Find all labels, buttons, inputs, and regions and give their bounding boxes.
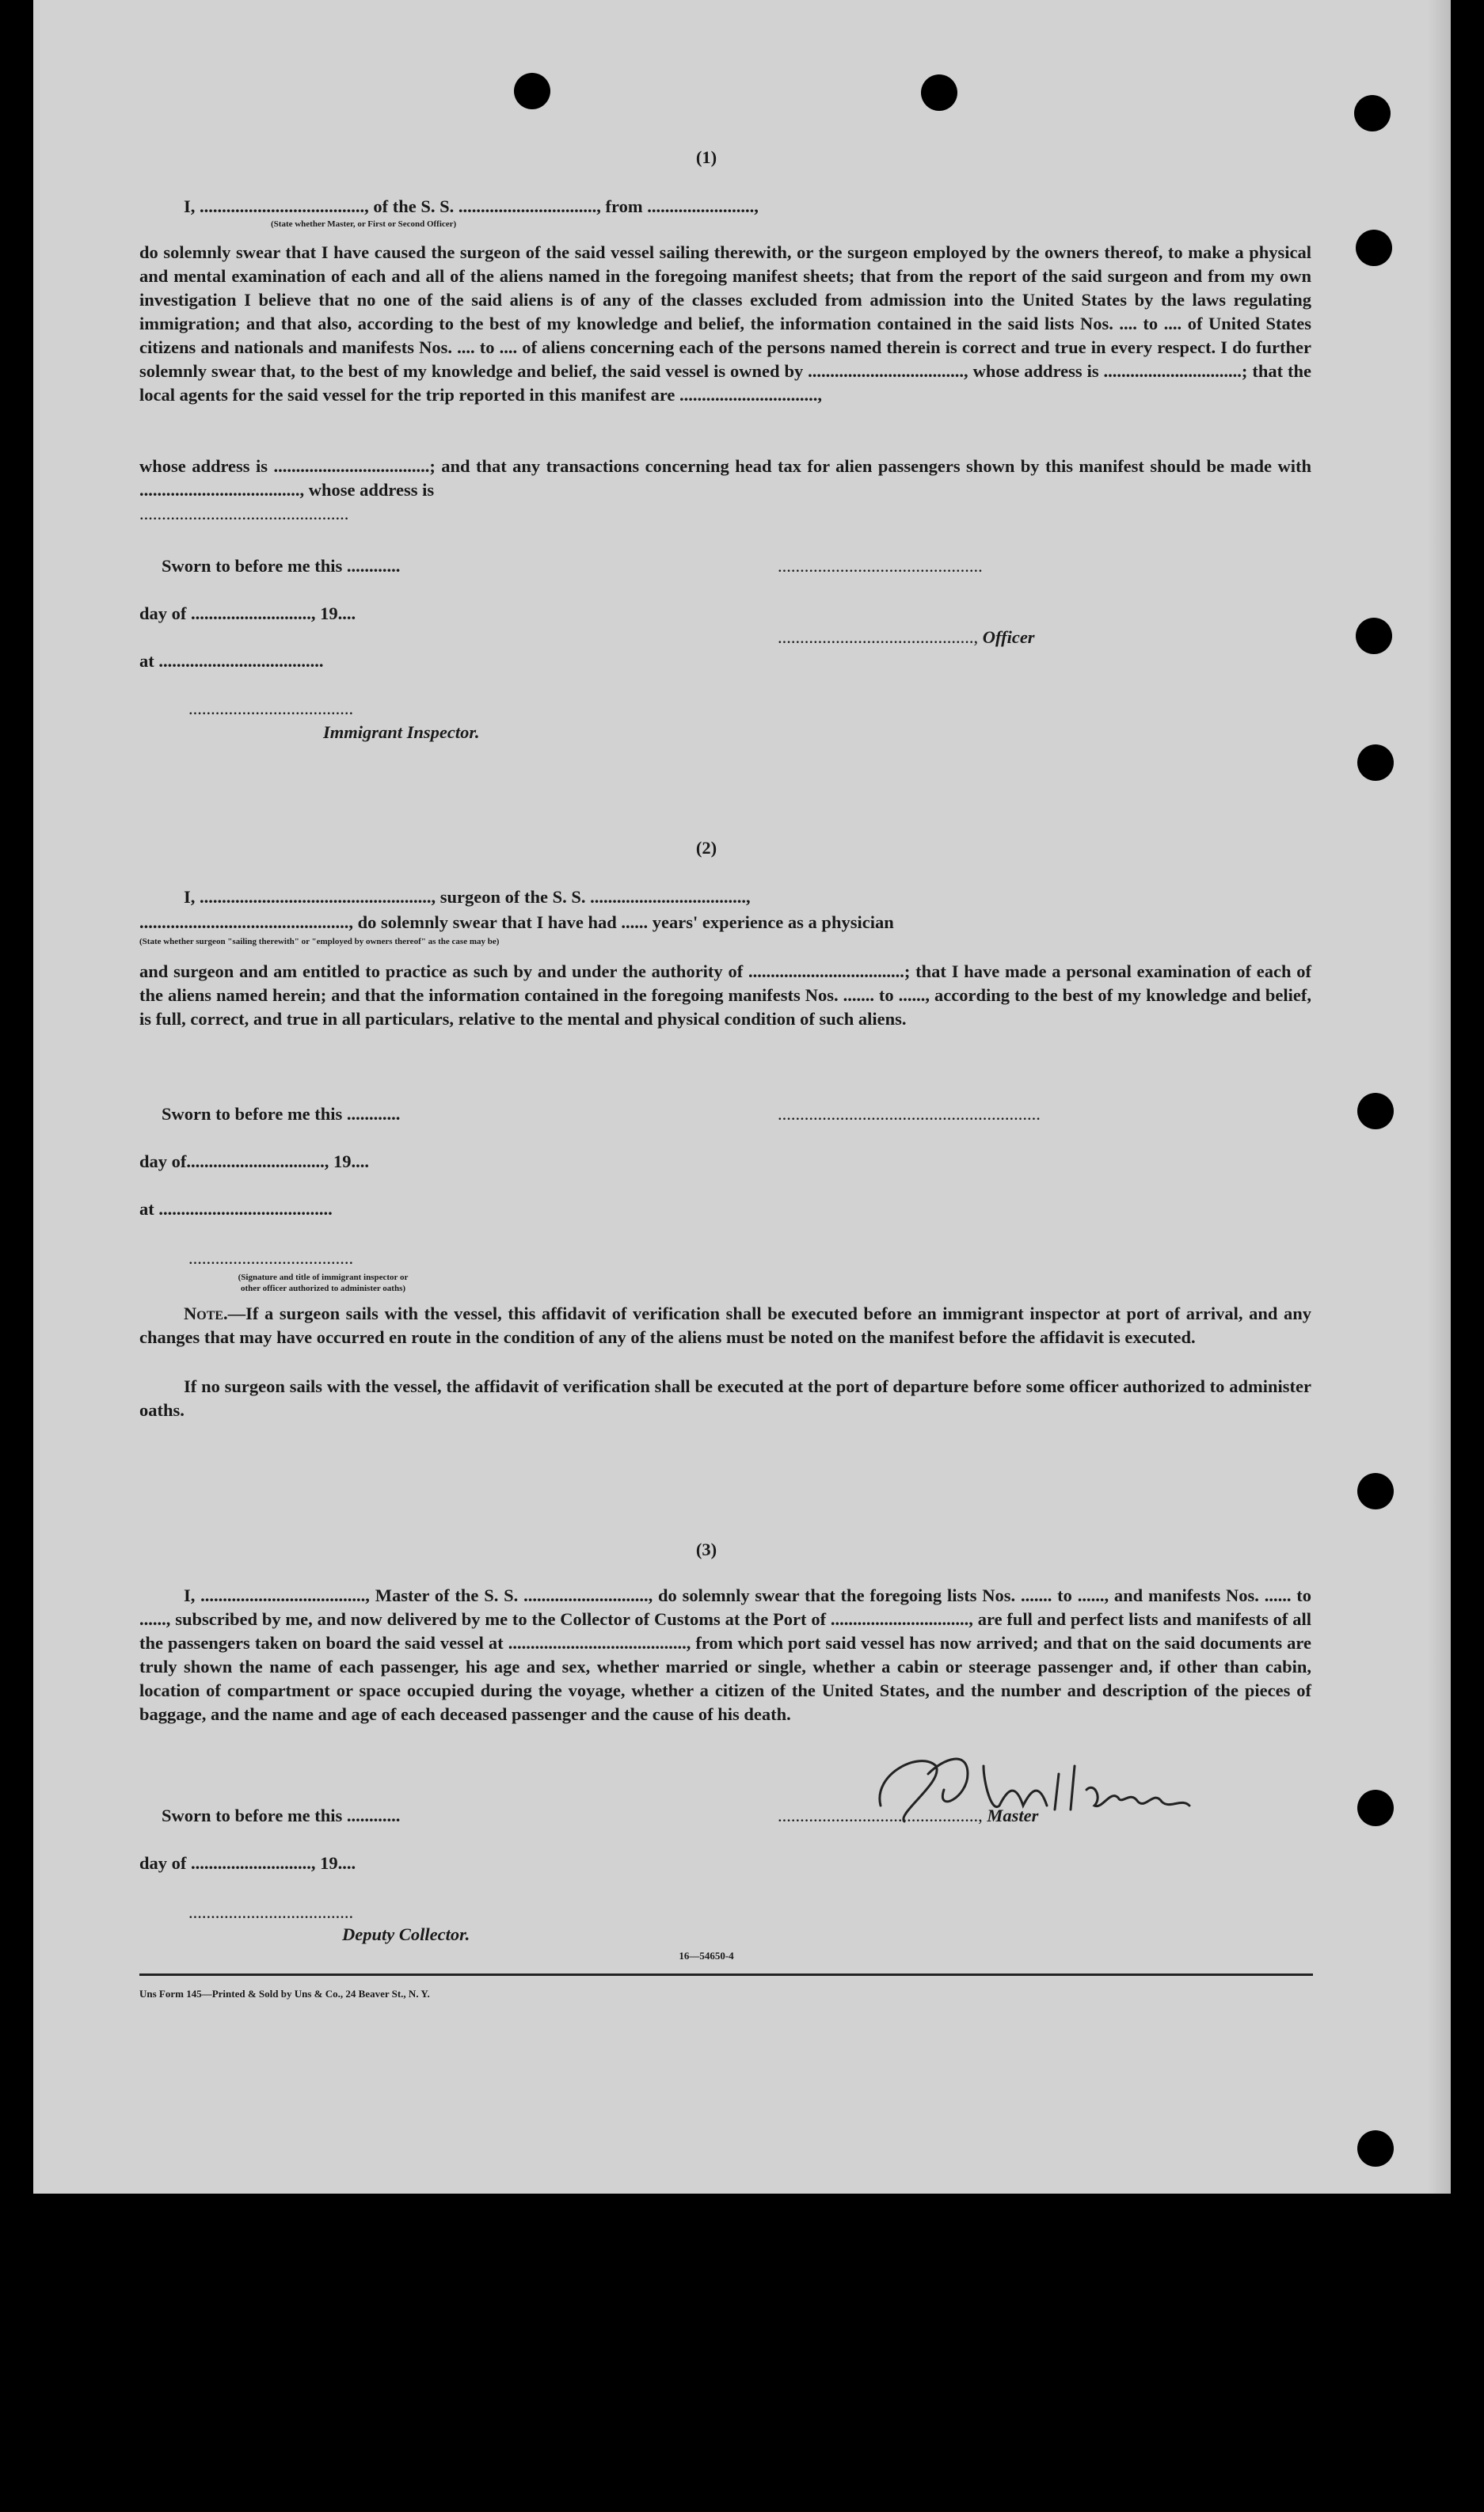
officer-line: ............................................, Officer (778, 627, 1035, 647)
immigrant-inspector-label: Immigrant Inspector. (323, 722, 480, 742)
surgeon-note: Note.—If a surgeon sails with the vessel, this affidavit of verification shall be executed before an immigrant inspector at port of arrival, and any changes that may have occurred en route in the condition of any of the aliens must be noted on the manifest before the affidavit is executed. (139, 1304, 1311, 1347)
punch-hole (921, 74, 957, 111)
punch-hole (1354, 95, 1391, 131)
at-line: at ..................................... (139, 651, 324, 671)
punch-hole (1356, 230, 1392, 266)
section3-oath-text: I, ....................................., Master of the S. S. ............................, do solemnly swear that the foregoing lists Nos. ....... to ......, and manifests Nos. ...... to ......, subscribed by me, and now delivered by me to the Collector of Customs at the Port of ..............................., are full and perfect lists and manifests of all the passengers taken on board the said vessel at ........................................, from which port said vessel has now arrived; and that on the said documents are truly shown the name of each passenger, his age and sex, whether married or single, whether a cabin or steerage passenger and, if other than cabin, location of compartment or space occupied during the voyage, whether a citizen of the United States, and the number and description of the pieces of baggage, and the name and age of each deceased passenger and the cause of his death. (139, 1585, 1311, 1724)
sworn-line: Sworn to before me this ............ (162, 1104, 401, 1124)
signature-line: ..................................... (188, 698, 354, 718)
surgeon-note-2: If no surgeon sails with the vessel, the affidavit of verification shall be executed at the port of departure before some officer authorized to administer oaths. (139, 1376, 1311, 1420)
section-number: (2) (695, 838, 717, 858)
master-signature (849, 1742, 1229, 1837)
punch-hole (1357, 744, 1394, 781)
document-page (33, 0, 1451, 2194)
signature-caption: other officer authorized to administer oaths) (240, 1284, 406, 1293)
printer-footer: Uns Form 145—Printed & Sold by Uns & Co., 24 Beaver St., N. Y. (139, 1988, 430, 2000)
section-number: (3) (695, 1540, 717, 1559)
day-line: day of ..........................., 19.... (139, 1853, 356, 1873)
section2-oath-text: and surgeon and am entitled to practice as such by and under the authority of ...................................; that I have made a personal examination of each of the aliens named herein; and that the information contained in the foregoing manifests Nos. ....... to ......, according to the best of my knowledge and belief, is full, correct, and true in all particulars, relative to the mental and physical condition of such aliens. (139, 961, 1311, 1029)
signature-line-right: .............................................. (778, 556, 983, 576)
deputy-collector-label: Deputy Collector. (342, 1924, 470, 1944)
note-label: Note. (184, 1304, 228, 1323)
surgeon-line: I, ...................................................., surgeon of the S. S. ..................................., (184, 887, 751, 907)
sworn-line: Sworn to before me this ............ (162, 556, 401, 576)
day-line: day of ..........................., 19.... (139, 603, 356, 623)
signature-line: ..................................... (188, 1248, 354, 1268)
surgeon-caption: (State whether surgeon "sailing therewith" or "employed by owners thereof" as the case may be) (139, 937, 500, 946)
officer-rank-caption: (State whether Master, or First or Second Officer) (271, 219, 457, 229)
section-number: (1) (695, 147, 717, 167)
sworn-line: Sworn to before me this ............ (162, 1806, 401, 1825)
section1-oath-text-continued: whose address is ...................................; and that any transactions concerning head tax for alien passengers shown by this manifest should be made with ...................................., whose address is (139, 456, 1311, 500)
punch-hole (1357, 1473, 1394, 1509)
form-code: 16—54650-4 (679, 1950, 734, 1962)
signature-line-right: ........................................................... (778, 1104, 1041, 1124)
officer-label: Officer (982, 627, 1035, 647)
signature-caption: (Signature and title of immigrant inspector or (238, 1273, 409, 1282)
day-line: day of..............................., 19.... (139, 1151, 370, 1171)
punch-hole (514, 73, 550, 109)
master-label: Master (987, 1806, 1039, 1825)
punch-hole (1357, 2130, 1394, 2167)
master-line: ............................................., Master (778, 1806, 1039, 1825)
at-line: at ....................................... (139, 1199, 333, 1219)
footer-rule (139, 1973, 1313, 1976)
punch-hole (1357, 1093, 1394, 1129)
surgeon-line-2: ..............................................., do solemnly swear that I have had ...... years' experience as a physician (139, 912, 894, 932)
signature-line: ..................................... (188, 1902, 354, 1922)
section1-oath-text: do solemnly swear that I have caused the surgeon of the said vessel sailing therewith, or the surgeon employed by the owners thereof, to make a physical and mental examination of each and all of the aliens named in the foregoing manifest sheets; that from the report of the said surgeon and from my own investigation I believe that no one of the said aliens is of any of the classes excluded from admission into the United States by the laws regulating immigration; and that also, according to the best of my knowledge and belief, the information contained in the said lists Nos. .... to .... of United States citizens and nationals and manifests Nos. .... to .... of aliens concerning each of the persons named therein is correct and true in every respect. I do further solemnly swear that, to the best of my knowledge and belief, the said vessel is owned by ..................................., whose address is ...............................; that the local agents for the said vessel for the trip reported in this manifest are ..............................., (139, 242, 1311, 405)
section1-oath-line: I, ....................................., of the S. S. ..............................., from ........................, (184, 196, 759, 216)
punch-hole (1357, 1790, 1394, 1826)
section1-dots: ............................................... (139, 504, 349, 523)
punch-hole (1356, 618, 1392, 654)
